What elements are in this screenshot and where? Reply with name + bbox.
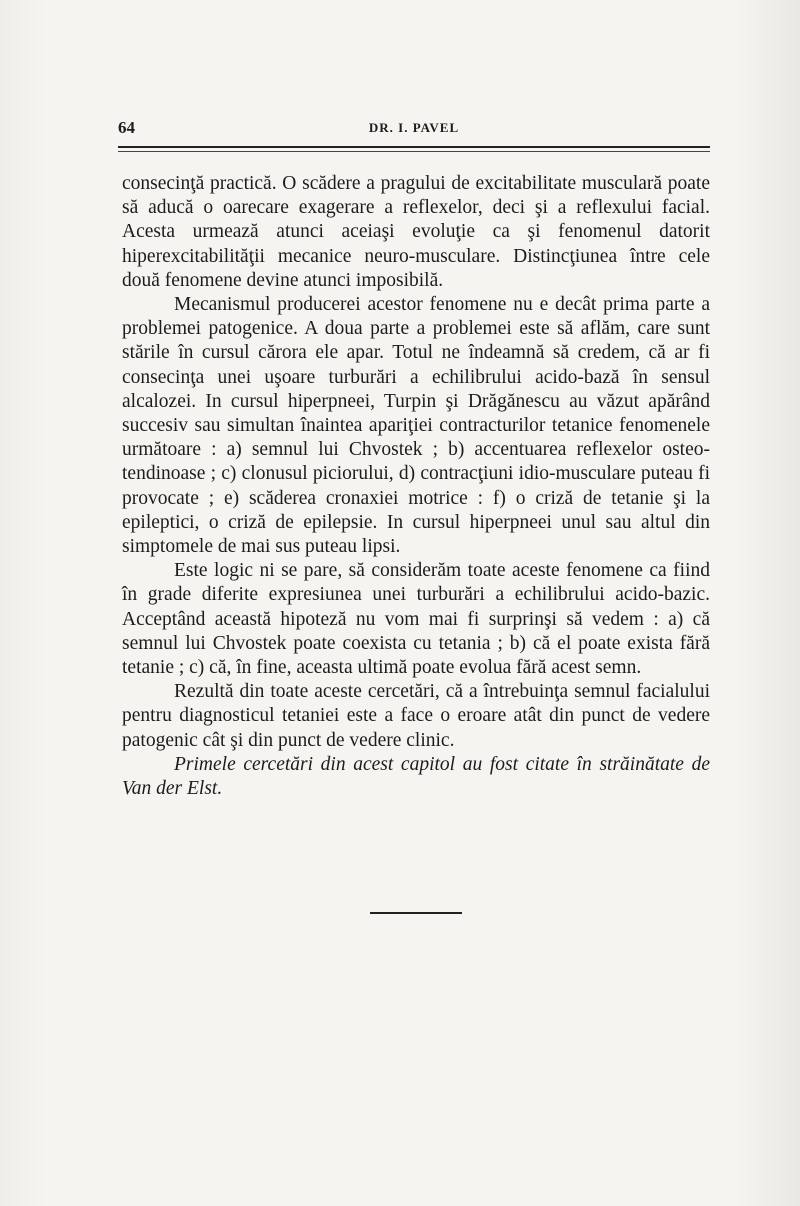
page-number: 64: [118, 118, 135, 137]
page-header: [118, 118, 710, 142]
header-rule-thick: [118, 146, 710, 148]
paragraph-3: Este logic ni se pare, să considerăm toate aceste fenomene ca fiind în grade diferite expresiunea unei turburări a echilibrului acido-bazic. Acceptând această hipoteză nu vom mai fi surprinşi să vedem : a) că semnul lui Chvostek poate coexista cu tetania ; b) că el poate exista fără tetanie ; c) că, în fine, aceasta ultimă poate evolua fără acest semn.: [122, 560, 710, 679]
paragraph-4: Rezultă din toate aceste cercetări, că a întrebuinţa semnul facialului pentru diagnosticul tetaniei este a face o eroare atât din punct de vedere patogenic cât şi din punct de vedere clinic.: [122, 681, 710, 751]
body-text: [122, 172, 710, 801]
closing-rule: [370, 912, 462, 914]
italic-note: Primele cercetări din acest capitol au fost citate în străinătate de Van der Elst.: [122, 753, 710, 800]
running-head: DR. I. PAVEL: [368, 120, 460, 135]
paragraph-2: Mecanismul producerei acestor fenomene nu e decât prima parte a problemei patogenice. A doua parte a problemei este să aflăm, care sunt stările în cursul cărora ele apar. Totul ne îndeamnă să credem, că ar fi consecinţa unei uşoare turburări a echilibrului acido-bază în sensul alcalozei. In cursul hiperpneei, Turpin şi Drăgănescu au văzut apărând succesiv sau simultan înaintea apariţiei contracturilor tetanice fenomenele următoare : a) semnul lui Chvostek ; b) accentuarea reflexelor osteo-tendinoase ; c) clonusul piciorului, d) contracţiuni idio-musculare puteau fi provocate ; e) scăderea cronaxiei motrice : f) o criză de tetanie şi la epileptici, o criză de epilepsie. In cursul hiperpneei unul sau altul din simptomele de mai sus puteau lipsi.: [122, 294, 710, 558]
header-rule-thin: [118, 151, 710, 152]
paragraph-1: consecinţă practică. O scădere a pragului de excitabilitate musculară poate să aducă o oarecare exagerare a reflexelor, deci şi a reflexului facial. Acesta urmează atunci aceiaşi evoluţie ca şi fenomenul datorit hiperexcitabilităţii mecanice neuro-musculare. Distincţiunea între cele două fenomene devine atunci imposibilă.: [122, 173, 710, 291]
